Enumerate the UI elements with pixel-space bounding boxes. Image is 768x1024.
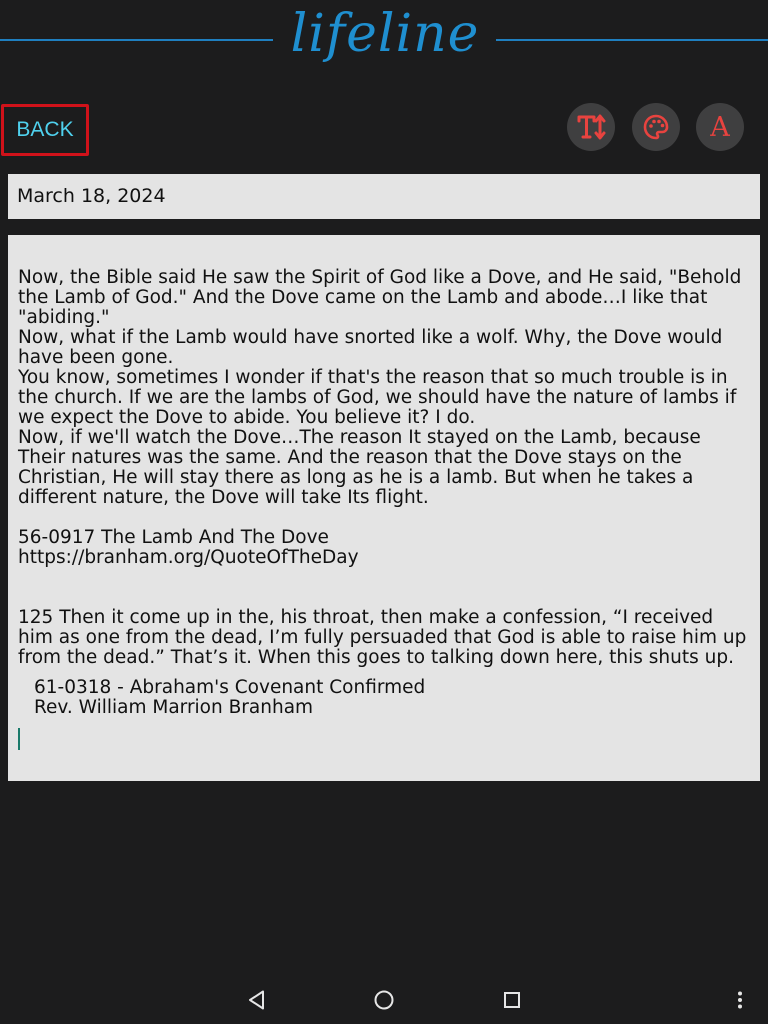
app-logo: lifeline (290, 4, 480, 64)
color-palette-button[interactable] (632, 103, 680, 151)
entry-paragraph: Now, the Bible said He saw the Spirit of God like a Dove, and He said, "Behold the Lamb of God." And the Dove came on the Lamb and abode…I like that "abiding." (18, 267, 742, 328)
header-rule-right (496, 39, 768, 41)
back-icon (240, 976, 274, 1024)
entry-date[interactable]: March 18, 2024 (8, 174, 760, 219)
font-icon (696, 103, 744, 151)
text-cursor (18, 728, 20, 750)
entry-paragraph: Now, if we'll watch the Dove…The reason It stayed on the Lamb, because Their natures was the same. And the reason that the Dove stays on the Christian, He will stay there as long as he is a lamb. But when he takes a different nature, the Dove will take Its flight. (18, 427, 701, 508)
app-header (0, 0, 768, 80)
entry-paragraph: Now, what if the Lamb would have snorted like a wolf. Why, the Dove would have been gone. (18, 327, 723, 368)
entry-paragraph: 125 Then it come up in the, his throat, then make a confession, “I received him as one from the dead, I’m fully persuaded that God is able to raise him up from the dead.” That’s it. When this goes to talking down here, this shuts up. (18, 607, 747, 668)
quote-author: Rev. William Marrion Branham (34, 697, 314, 718)
nav-back-button[interactable] (240, 976, 274, 1024)
nav-more-button[interactable] (728, 976, 752, 1024)
quote-source-link: https://branham.org/QuoteOfTheDay (18, 547, 359, 568)
svg-text:A: A (710, 112, 730, 143)
entry-paragraph: You know, sometimes I wonder if that's the reason that so much trouble is in the church. If we are the lambs of God, we should have the nature of lambs if we expect the Dove to abide. You believe it? I do. (18, 367, 737, 428)
recents-icon (495, 976, 529, 1024)
entry-text-area[interactable] (8, 235, 760, 781)
quote-sermon-ref: 61-0318 - Abraham's Covenant Confirmed (34, 677, 426, 698)
system-navigation-bar (0, 976, 768, 1024)
quote-source-ref: 56-0917 The Lamb And The Dove (18, 527, 329, 548)
nav-recents-button[interactable] (495, 976, 529, 1024)
text-size-icon (567, 103, 615, 151)
header-rule-left (0, 39, 273, 41)
text-size-button[interactable] (567, 103, 615, 151)
back-button[interactable]: BACK (1, 104, 89, 156)
home-icon (367, 976, 401, 1024)
more-icon (728, 976, 752, 1024)
nav-home-button[interactable] (367, 976, 401, 1024)
font-button[interactable] (696, 103, 744, 151)
palette-icon (632, 103, 680, 151)
